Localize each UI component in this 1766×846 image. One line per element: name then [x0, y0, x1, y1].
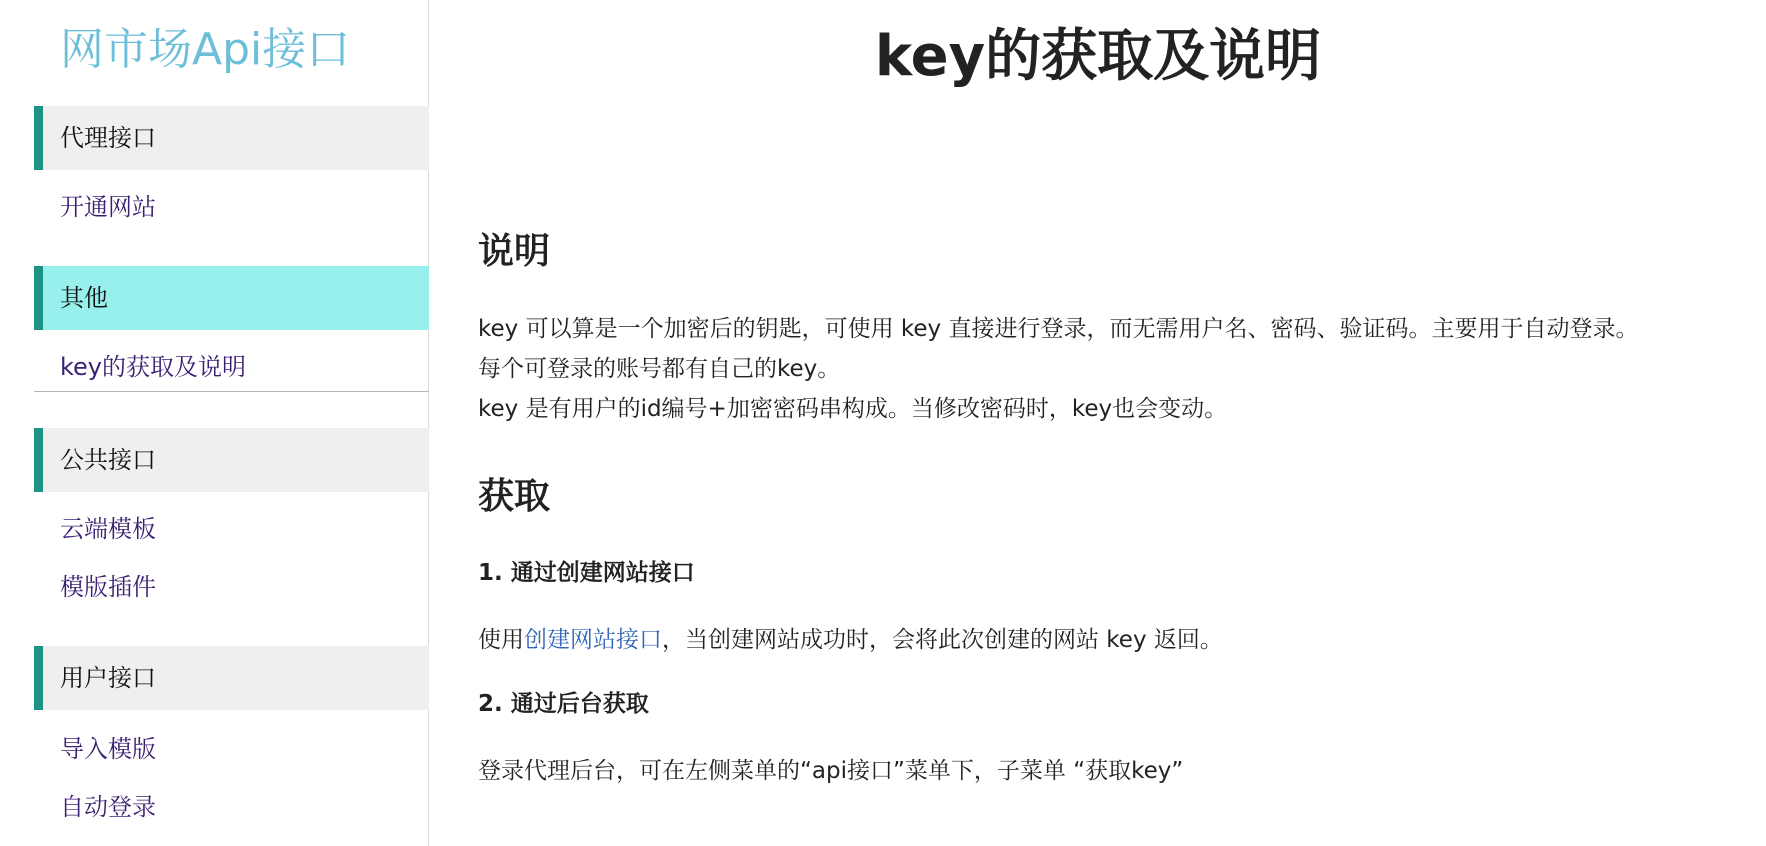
nav-link-key-guide[interactable]: key的获取及说明: [60, 353, 247, 381]
nav-group-user-api[interactable]: 用户接口: [34, 646, 429, 710]
nav-group-public-api[interactable]: 公共接口: [34, 428, 429, 492]
section-heading-description: 说明: [478, 231, 551, 272]
nav-link-template-plugins[interactable]: 模版插件: [60, 573, 156, 601]
step-1-text-before: 使用: [478, 627, 524, 653]
step-2-text: 登录代理后台，可在左侧菜单的“api接口”菜单下，子菜单 “获取key”: [478, 758, 1184, 784]
nav-link-cloud-templates[interactable]: 云端模板: [60, 515, 156, 543]
description-line-3: key 是有用户的id编号+加密密码串构成。当修改密码时，key也会变动。: [478, 396, 1228, 422]
nav-link-open-website[interactable]: 开通网站: [60, 193, 156, 221]
nav-group-agent-api[interactable]: 代理接口: [34, 106, 429, 170]
section-heading-obtain: 获取: [478, 476, 551, 517]
description-line-1: key 可以算是一个加密后的钥匙，可使用 key 直接进行登录，而无需用户名、密码、验证码。主要用于自动登录。: [478, 316, 1639, 342]
nav-link-import-template[interactable]: 导入模版: [60, 735, 156, 763]
content-area: [430, 0, 1766, 846]
description-line-2: 每个可登录的账号都有自己的key。: [478, 356, 841, 382]
create-website-api-link[interactable]: 创建网站接口: [524, 627, 662, 653]
step-2-title: 2. 通过后台获取: [478, 691, 649, 717]
sidebar: [0, 0, 429, 846]
page-title: key的获取及说明: [874, 24, 1322, 89]
step-1-text: [478, 620, 1223, 660]
nav-link-auto-login[interactable]: 自动登录: [60, 793, 156, 821]
nav-group-other[interactable]: 其他: [34, 266, 429, 330]
step-1-title: 1. 通过创建网站接口: [478, 560, 695, 586]
step-1-text-after: ，当创建网站成功时，会将此次创建的网站 key 返回。: [662, 627, 1223, 653]
brand-title[interactable]: 网市场Api接口: [60, 24, 351, 75]
nav-divider: [34, 391, 429, 392]
